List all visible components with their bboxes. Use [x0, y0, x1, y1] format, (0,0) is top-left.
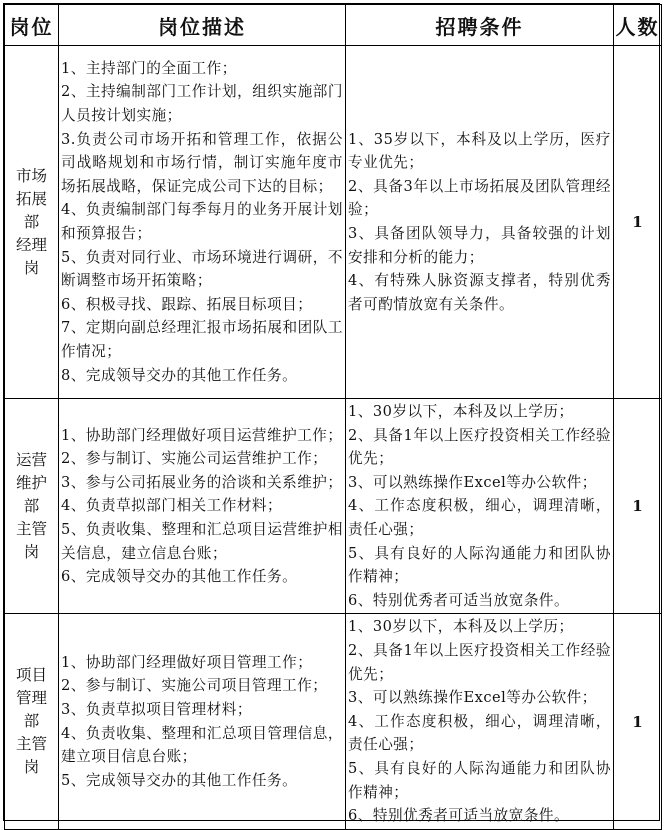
position-cell — [5, 614, 59, 829]
description-item: 7、定期向副总经理汇报市场拓展和团队工作情况； — [61, 319, 343, 360]
position-line: 部 — [23, 212, 40, 231]
position-line: 项目 — [15, 666, 47, 685]
description-cell — [59, 399, 346, 614]
position-line: 部 — [23, 496, 40, 515]
requirement-item: 2、具备3年以上市场拓展及团队管理经验； — [348, 177, 611, 219]
position-line: 岗 — [23, 258, 40, 277]
header-requirements: 招聘条件 — [346, 5, 614, 46]
table-row — [5, 399, 662, 614]
description-cell — [59, 46, 346, 399]
requirements-cell — [346, 614, 614, 829]
description-item: 2、主持编制部门工作计划，组织实施部门人员按计划实施； — [61, 83, 343, 125]
position-line: 岗 — [23, 542, 40, 561]
header-row — [5, 5, 662, 46]
header-description: 岗位描述 — [59, 5, 346, 46]
requirement-item: 3、可以熟练操作Excel等办公软件； — [348, 689, 597, 707]
count-cell: 1 — [614, 614, 662, 829]
position-line: 管理 — [15, 689, 47, 708]
recruitment-table-frame — [3, 3, 660, 825]
requirements-cell — [346, 399, 614, 614]
requirement-item: 3、可以熟练操作Excel等办公软件； — [348, 473, 597, 491]
position-line: 岗 — [23, 758, 40, 777]
requirement-item: 1、35岁以下，本科及以上学历，医疗专业优先； — [348, 130, 611, 172]
position-line: 经理 — [15, 235, 47, 254]
description-item: 1、主持部门的全面工作； — [61, 59, 237, 77]
position-line: 主管 — [15, 519, 47, 538]
description-item: 5、负责收集、整理和汇总项目运营维护相关信息，建立信息台账； — [61, 520, 343, 562]
description-item: 4、负责编制部门每季每月的业务开展计划和预算报告； — [61, 201, 343, 242]
position-line: 拓展 — [15, 189, 47, 208]
description-item: 6、积极寻找、跟踪、拓展目标项目； — [61, 295, 313, 313]
requirement-item: 2、具备1年以上医疗投资相关工作经验优先； — [348, 641, 611, 683]
requirement-item: 4、工作态度积极，细心，调理清晰，责任心强； — [348, 497, 611, 538]
position-line: 主管 — [15, 735, 47, 754]
description-item: 3、负责草拟项目管理材料； — [61, 700, 252, 718]
description-item: 3.负责公司市场开拓和管理工作，依据公司战略规划和市场行情，制订实施年度市场拓展战略，保证完成公司下达的目标； — [61, 130, 343, 195]
description-item: 1、协助部门经理做好项目运营维护工作； — [61, 426, 343, 444]
table-row — [5, 614, 662, 829]
header-position: 岗位 — [5, 5, 59, 46]
header-count: 人数 — [614, 5, 662, 46]
position-line: 运营 — [15, 450, 47, 469]
requirement-item: 6、特别优秀者可适当放宽条件。 — [348, 807, 570, 825]
requirement-item: 2、具备1年以上医疗投资相关工作经验优先； — [348, 426, 611, 468]
position-line: 市场 — [15, 166, 47, 185]
description-item: 3、参与公司拓展业务的洽谈和关系维护； — [61, 473, 343, 491]
requirement-item: 1、30岁以下，本科及以上学历； — [348, 403, 574, 420]
description-cell — [59, 614, 346, 829]
position-line: 部 — [23, 712, 40, 731]
description-item: 2、参与制订、实施公司项目管理工作； — [61, 677, 328, 695]
requirement-item: 4、工作态度积极，细心，调理清晰，责任心强； — [348, 712, 611, 754]
description-item: 5、负责对同行业、市场环境进行调研，不断调整市场开拓策略； — [61, 248, 343, 290]
description-item: 5、完成领导交办的其他工作任务。 — [61, 771, 298, 789]
position-cell — [5, 46, 59, 399]
table-row — [5, 46, 662, 399]
requirement-item: 5、具有良好的人际沟通能力和团队协作精神； — [348, 544, 611, 586]
requirement-item: 3、具备团队领导力，具备较强的计划安排和分析的能力； — [348, 225, 611, 266]
requirements-cell — [346, 46, 614, 399]
description-item: 6、完成领导交办的其他工作任务。 — [61, 568, 298, 586]
position-cell — [5, 399, 59, 614]
recruitment-table — [4, 4, 662, 830]
description-item: 2、参与制订、实施公司运营维护工作； — [61, 450, 328, 468]
description-item: 4、负责草拟部门相关工作材料； — [61, 497, 283, 515]
requirement-item: 6、特别优秀者可适当放宽条件。 — [348, 591, 570, 609]
count-cell: 1 — [614, 399, 662, 614]
description-item: 8、完成领导交办的其他工作任务。 — [61, 366, 298, 384]
count-cell: 1 — [614, 46, 662, 399]
requirement-item: 4、有特殊人脉资源支撑者，特别优秀者可酌情放宽有关条件。 — [348, 272, 611, 313]
requirement-item: 5、具有良好的人际沟通能力和团队协作精神； — [348, 759, 611, 801]
description-item: 1、协助部门经理做好项目管理工作； — [61, 653, 313, 671]
description-item: 4、负责收集、整理和汇总项目管理信息，建立项目信息台账； — [61, 724, 343, 766]
requirement-item: 1、30岁以下，本科及以上学历； — [348, 618, 574, 636]
position-line: 维护 — [15, 473, 47, 492]
